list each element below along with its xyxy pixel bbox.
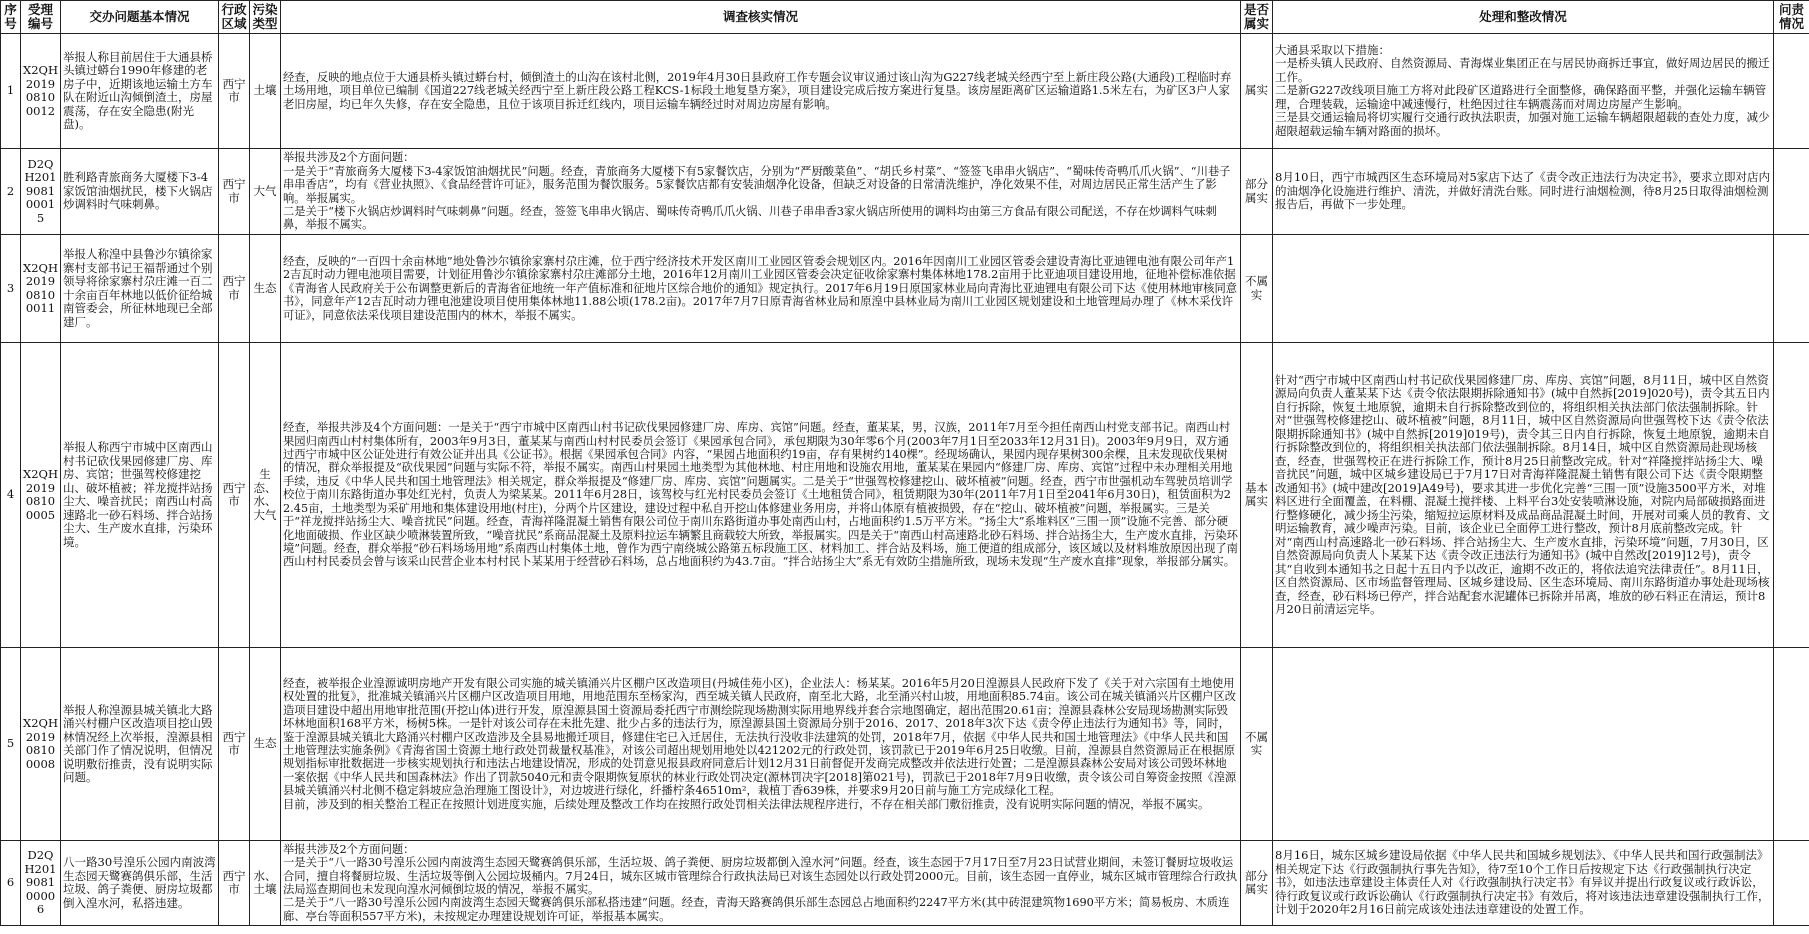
cell-district: 西宁市 [219,34,250,149]
basic-text: 举报人称湟源县城关镇北大路涌兴村棚户区改造项目挖山毁林情况经上次举报，湟源县相关部门作了情况说明，但情况说明敷衍推责，没有说明实际问题。 [63,703,213,784]
cell-handling [1273,235,1774,343]
cell-id: D2QH201908100015 [21,149,61,235]
handling-text: 针对“西宁市城中区南西山村书记砍伐果园修建厂房、库房、宾馆”问题，8月11日，城中区自然资源局向负责人董某某下达《责令依法限期拆除通知书》(城中自然拆[2019]020号)，责令其五日内自行拆除，恢复土地原貌，逾期未自行拆除整改到位的，将组织相关执法部门依法强制拆除。针对“世强驾校修建挖山、破坏植被”问题，8月11日，城中区自然资源局向世强驾校下达《责令依法限期拆除通知书》(城中自然拆[2019]019号)，责令其三日内自行拆除，恢复土地原貌，逾期未自行拆除整改到位的，将组织相关执法部门依法强制拆除。8月14日，城中区自然资源局赴现场核查，经查，世强驾校正在进行拆除工作，预计8月25日前整改完成。针对“祥隆搅拌站扬尘大、噪音扰民”问题，城中区城乡建设局已于7月17日对青海祥隆混凝土销售有限公司下达《责令限期整改通知书》(城中建改[2019]A49号)，要求其进一步优化完善“三围一顶”设施3500平方米，对堆料区进行全面覆盖，在料棚、混凝土搅拌楼、上料平台3处安装喷淋设施，对院内局部破损路面进行整修硬化，减少扬尘污染，缩短拉运原材料及成品商品混凝土时间，开展对司乘人员的教育、文明运输教育，减少噪声污染。目前，该企业已全面停工进行整改，预计8月底前整改完成。针对“南西山村高速路北一砂石料场、拌合站扬尘大、生产废水直排，污染环境”问题，7月30日，区自然资源局向负责人卜某某下达《责令改正违法行为通知书》(城中自然改[2019]12号)，责令其“自收到本通知书之日起十五日内予以改正，逾期不改正的，将依法追究法律责任”。8月11日，区自然资源局、区市场监督管理局、区城乡建设局、区生态环境局、南川东路街道办事处赴现场核查，经查，砂石料场已停产，拌合站配套水泥罐体已拆除并吊离，堆放的砂石料正在清运，预计8月20日前清运完毕。 [1275,373,1770,616]
cell-pollution: 生态、水、大气 [250,343,281,648]
cell-id: D2QH201908100006 [21,841,61,926]
table-row [1,648,1809,841]
cell-accountability [1774,235,1809,343]
basic-text: 举报人称湟中县鲁沙尔镇徐家寨村支部书记王福帮通过个别领导将徐家寨村尕庄滩一百二十余亩百年林地以低价征给城南管委会，所征林地现已全部建厂。 [63,248,213,329]
table-row [1,343,1809,648]
cell-accountability [1774,648,1809,841]
header-accountability: 问责情况 [1774,1,1809,34]
cell-verified: 不属实 [1241,648,1273,841]
cell-id: X2QH201908100011 [21,235,61,343]
cell-handling [1273,841,1774,926]
cell-handling [1273,149,1774,235]
cell-investigation [281,149,1241,235]
cell-seq: 1 [1,34,21,149]
cell-seq: 5 [1,648,21,841]
cell-basic [61,841,219,926]
table-row [1,34,1809,149]
cell-accountability [1774,149,1809,235]
header-basic: 交办问题基本情况 [61,1,219,34]
cell-seq: 4 [1,343,21,648]
cell-basic [61,149,219,235]
table-row [1,841,1809,926]
basic-text: 举报人称目前居住于大通县桥头镇过蟒台1990年修建的老房子中，近期该地运输土方车队在附近山沟倾倒渣土，房屋震荡，存在安全隐患(附光盘)。 [63,50,213,131]
cell-investigation [281,34,1241,149]
header-verified: 是否属实 [1241,1,1273,34]
table-row [1,235,1809,343]
cell-seq: 6 [1,841,21,926]
cell-id: X2QH201908100012 [21,34,61,149]
basic-text: 胜利路青旅商务大厦楼下3-4家饭馆油烟扰民，楼下火锅店炒调料时气味刺鼻。 [63,171,213,212]
cell-pollution: 生态 [250,235,281,343]
cell-district: 西宁市 [219,648,250,841]
cell-district: 西宁市 [219,343,250,648]
table-row [1,149,1809,235]
cell-pollution: 土壤 [250,34,281,149]
investigation-text: 举报共涉及2个方面问题： 一是关于“青旅商务大厦楼下3-4家饭馆油烟扰民”问题。经查，青旅商务大厦楼下有5家餐饮店，分别为“严厨酸菜鱼”、“胡氏乡村菜”、“签签飞串串火锅店”、“蜀味传奇鸭爪爪火锅”、“川巷子串串香店”，均有《营业执照》、《食品经营许可证》，服务范围为餐饮服务。5家餐饮店都有安装油烟净化设备，但缺乏对设备的日常清洗维护，净化效果不佳，对周边居民正常生活产生了影响。举报属实。 二是关于“楼下火锅店炒调料时气味刺鼻”问题。经查，签签飞串串火锅店、蜀味传奇鸭爪爪火锅、川巷子串串香3家火锅店所使用的调料均由第三方食品有限公司配送，不存在炒调料气味刺鼻，举报不属实。 [283,151,1231,232]
cell-basic [61,235,219,343]
cell-investigation [281,343,1241,648]
cell-id: X2QH201908100008 [21,648,61,841]
cell-district: 西宁市 [219,841,250,926]
handling-text: 8月10日，西宁市城西区生态环境局对5家店下达了《责令改正违法行为决定书》，要求立即对店内的油烟净化设施进行维护、清洗，并做好清洗台账。同时进行油烟检测，待8月25日取得油烟检测报告后，再做下一步处理。 [1275,171,1771,212]
cell-district: 西宁市 [219,149,250,235]
header-row [1,1,1809,34]
handling-text: 大通县采取以下措施： 一是桥头镇人民政府、自然资源局、青海煤业集团正在与居民协商拆迁事宜，做好周边居民的搬迁工作。 二是新G227改线项目施工方将对此段矿区道路进行全面整修，确保路面平整，并强化运输车辆管理，合理装载，运输途中减速慢行，杜绝因过往车辆震荡而对周边房屋产生影响。 三是县交通运输局将切实履行交通行政执法职责，加强对施工运输车辆超限超载的查处力度，减少超限超载运输车辆对路面的损坏。 [1275,43,1770,138]
cell-district: 西宁市 [219,235,250,343]
cell-handling [1273,34,1774,149]
investigation-text: 经查，被举报企业湟源诚明房地产开发有限公司实施的城关镇涌兴片区棚户区改造项目(丹城佳苑小区)，企业法人：杨某某。2016年5月20日湟源县人民政府下发了《关于对六宗国有土地使用权处置的批复》，批准城关镇涌兴片区棚户区改造项目用地，用地范围东至杨家沟，西至城关镇人民政府，南至北大路，北至涌兴村山坡，用地面积85.74亩。该公司在城关镇涌兴片区棚户区改造项目建设中超出用地审批范围(开挖山体)进行开发，原湟源县国土资源局委托西宁市测绘院现场勘测实际用地界线并套合宗地图确定，超出范围20.61亩；湟源县森林公安局现场勘测实际毁坏林地面积168平方米，杨树5株。一是针对该公司存在未批先建、批少占多的违法行为，原湟源县国土资源局分别于2016、2017、2018年3次下达《责令停止违法行为通知书》等，同时，鉴于湟源县城关镇北大路涌兴村棚户区改造涉及全县易地搬迁项目，修建住宅已入迁居住，无法执行没收非法建筑的处罚，2018年7月，依据《中华人民共和国土地管理法》《中华人民共和国土地管理法实施条例》《青海省国土资源土地行政处罚裁量权基准》，对该公司超出规划用地处以421202元的行政处罚，该罚款已于2019年6月25日收缴。目前，湟源县自然资源局正在根据原规划指标审批数据进一步核实规划执行和违法占地建设情况，形成的处罚意见报县政府同意后计划12月31日前督促开发商完成整改并依法进行处置；二是湟源县森林公安局对该公司毁坏林地一案依据《中华人民共和国森林法》作出了罚款5040元和责令限期恢复原状的林业行政处罚决定(源林罚决字[2018]第021号)，罚款已于2018年7月9日收缴，责令该公司自筹资金按照《湟源县城关镇涌兴村北侧不稳定斜坡应急治理施工图设计》，对边坡进行绿化，纤播柠条46510m²，栽植丁香639株，并要求9月20日前与施工方完成绿化工程。 目前，涉及到的相关整治工程正在按照计划进度实施，后续处理及整改工作均在按照行政处罚相关法律法规程序进行，不存在相关部门敷衍推责，没有说明实际问题的情况，举报不属实。 [283,676,1237,811]
investigation-text: 举报共涉及2个方面问题： 一是关于“八一路30号湟乐公园内南波湾生态园天鹭赛鸽俱乐部，生活垃圾、鸽子粪便、厨房垃圾都倒入湟水河”问题。经查，该生态园于7月17日至7月23日试营业期间，未签订餐厨垃圾收运合同，擅自将餐厨垃圾、生活垃圾等倒入公园垃圾桶内。7月24日，城东区城市管理综合行政执法局已对该生态园处以行政处罚2000元。目前，该生态园一直停业，城东区城市管理综合行政执法局巡查期间也未发现向湟水河倾倒垃圾的情况，举报不属实。 二是关于“八一路30号湟乐公园内南波湾生态园天鹭赛鸽俱乐部私搭违建”问题。经查，青海天路赛鸽俱乐部生态园总占地面积约2247平方米(其中砖混建筑物1690平方米；简易板房、木质连廊、亭台等面积557平方米)，未按规定办理建设规划许可证，举报基本属实。 [283,842,1238,923]
cell-handling [1273,648,1774,841]
cell-pollution: 大气 [250,149,281,235]
basic-text: 八一路30号湟乐公园内南波湾生态园天鹭赛鸽俱乐部，生活垃圾、鸽子粪便、厨房垃圾都倒入湟水河，私搭违建。 [63,856,216,910]
handling-text: 8月16日，城东区城乡建设局依据《中华人民共和国城乡规划法》、《中华人民共和国行政强制法》相关规定下达《行政强制执行事先告知》，待7至10个工作日后按规定下达《行政强制执行决定书》，如违法违章建设主体责任人对《行政强制执行决定书》有异议并提出行政复议或行政诉讼，待行政复议或行政诉讼确认《行政强制执行决定书》有效后，将对该违法违章建设强制执行工作，计划于2020年2月16日前完成该处违法违章建设的处置工作。 [1275,849,1770,917]
cell-seq: 3 [1,235,21,343]
header-district: 行政区域 [219,1,250,34]
investigation-text: 经查，反映的地点位于大通县桥头镇过蟒台村，倾倒渣土的山沟在该村北侧，2019年4月30日县政府工作专题会议审议通过该山沟为G227线老城关经西宁至上新庄段公路(大通段)工程临时弃土场用地，项目单位已编制《国道227线老城关经西宁至上新庄段公路工程KCS-1标段土地复垦方案》，项目建设完成后按方案进行复垦。该房屋距离矿区运输道路1.5米左右，为矿区3户人家老旧房屋，均已年久失修，存在安全隐患，且位于该项目拆迁红线内，项目运输车辆经过时对周边房屋有影响。 [283,70,1232,111]
cell-verified: 部分属实 [1241,149,1273,235]
cell-accountability [1774,841,1809,926]
cell-verified: 部分属实 [1241,841,1273,926]
cell-investigation [281,235,1241,343]
cell-pollution: 生态 [250,648,281,841]
cell-id: X2QH201908100005 [21,343,61,648]
cell-basic [61,34,219,149]
investigation-text: 经查，反映的“一百四十余亩林地”地处鲁沙尔镇徐家寨村尕庄滩，位于西宁经济技术开发区南川工业园区管委会规划区内。2016年因南川工业园区管委会建设青海比亚迪锂电池有限公司年产12吉瓦时动力锂电池项目需要，计划征用鲁沙尔镇徐家寨村尕庄滩部分土地，2016年12月南川工业园区管委会决定征收徐家寨村集体林地178.2亩用于比亚迪项目建设用地，征地补偿标准依据《青海省人民政府关于公布调整更新后的青海省征地统一年产值标准和征地片区综合地价的通知》规定执行。2017年6月19日原国家林业局向青海比亚迪锂电有限公司下达《使用林地审核同意书》，同意年产12吉瓦时动力锂电池建设项目使用集体林地11.88公顷(178.2亩)。2017年7月7日原青海省林业局和原湟中县林业局为南川工业园区规划建设和土地管理局办理了《林木采伐许可证》，同意依法采伐项目建设范围内的林木，举报不属实。 [283,254,1238,322]
cell-basic [61,648,219,841]
cell-accountability [1774,34,1809,149]
cell-seq: 2 [1,149,21,235]
cell-verified: 不属实 [1241,235,1273,343]
cell-investigation [281,648,1241,841]
cell-investigation [281,841,1241,926]
cell-pollution: 水、土壤 [250,841,281,926]
header-id: 受理编号 [21,1,61,34]
cell-basic [61,343,219,648]
header-investigation: 调查核实情况 [281,1,1241,34]
header-pollution: 污染类型 [250,1,281,34]
header-handling: 处理和整改情况 [1273,1,1774,34]
investigation-text: 经查，举报共涉及4个方面问题：一是关于“西宁市城中区南西山村书记砍伐果园修建厂房、库房、宾馆”问题。经查，董某某，男，汉族，2011年7月至今担任南西山村党支部书记。南西山村果园归南西山村村集体所有，2003年9月3日，董某某与南西山村村民委员会签订《果园承包合同》，承包期限为30年零6个月(2003年7月1日至2033年12月31日)。2003年9月9日，双方通过西宁市城中区公证处进行有效公证并出具《公证书》。根据《果园承包合同》内容，“果园占地面积约19亩，存有果树约140棵”。经现场确认，果园内现存果树300余棵，且未发现砍伐果树的情况，群众举报提及“砍伐果园”问题与实际不符，举报不属实。南西山村果园土地类型为其他林地、村庄用地和设施农用地，董某某在果园内“修建厂房、库房、宾馆”过程中未办理相关用地手续，违反《中华人民共和国土地管理法》相关规定，群众举报提及“修建厂房、库房、宾馆”问题属实。二是关于“世强驾校修建挖山、破坏植被”问题。经查，西宁市世强机动车驾驶员培训学校位于南川东路街道办事处红光村，负责人为梁某某。2011年6月28日，该驾校与红光村民委员会签订《土地租赁合同》，租赁期限为30年(2011年7月1日至2041年6月30日)，租赁面积为22.45亩，土地类型为采矿用地和集体建设用地(村庄)，分两个片区建设，建设过程中私自开挖山体修建业务用房，并将山体原有植被损毁，存在“挖山、破坏植被”问题，举报属实。三是关于“祥龙搅拌站扬尘大、噪音扰民”问题。经查，青海祥隆混凝土销售有限公司位于南川东路街道办事处南西山村，占地面积约1.5万平方米。“扬尘大”系堆料区“三围一顶”设施不完善、部分硬化地面破损、作业区缺少喷淋装置所致，“噪音扰民”系商品混凝土及原料拉运车辆繁且商载较大所致，举报属实。四是关于“南西山村高速路北砂石料场、拌合站扬尘大，生产废水直排，污染环境”问题。经查，群众举报“砂石料场场用地”系南西山村集体土地，曾作为西宁南绕城公路第五标段施工区、材料加工、拌合站及料场，施工便道的组成部分，该区域以及材料堆放原因出现了南西山村村民委员会曾与该采山民营企业本村村民卜某某用于经营砂石料场，总占地面积约为43.7亩。“拌合站扬尘大”系无有效防尘措施所致，现场未发现“生产废水直排”现象，举报部分属实。 [283,421,1238,569]
cell-verified: 基本属实 [1241,343,1273,648]
cell-handling [1273,343,1774,648]
basic-text: 举报人称西宁市城中区南西山村书记砍伐果园修建厂房、库房、宾馆；世强驾校修建挖山、破坏植被；祥龙搅拌站扬尘大、噪音扰民；南西山村高速路北一砂石料场、拌合站扬尘大、生产废水直排，污染环境。 [63,441,213,549]
cell-accountability [1774,343,1809,648]
cell-verified: 属实 [1241,34,1273,149]
header-seq: 序号 [1,1,21,34]
